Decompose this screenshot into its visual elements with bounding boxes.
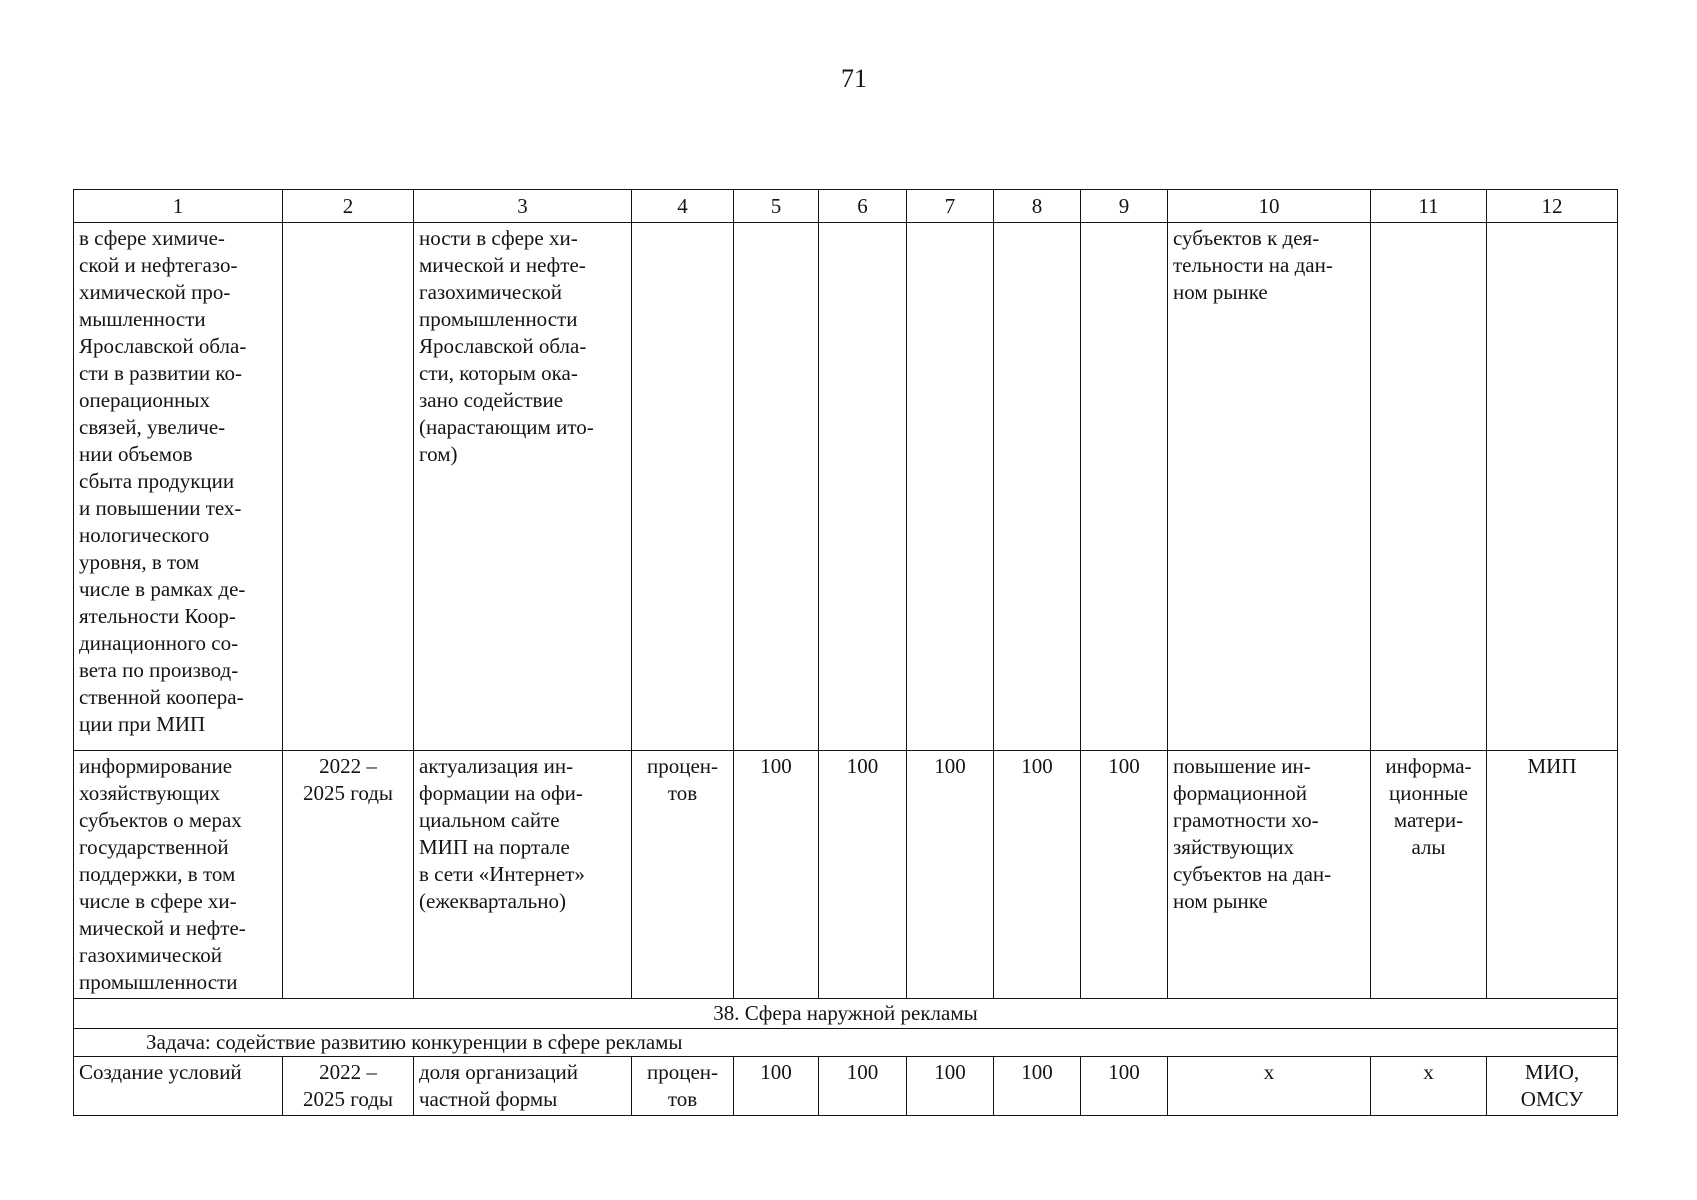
cell-r2-c9: 100: [1081, 751, 1168, 999]
cell-r2-c12: МИП: [1487, 751, 1618, 999]
cell-r2-c5: 100: [734, 751, 819, 999]
cell-r3-c6: 100: [819, 1057, 907, 1116]
cell-r3-c8: 100: [994, 1057, 1081, 1116]
cell-r2-c4: процен- тов: [632, 751, 734, 999]
column-number-9: 9: [1081, 190, 1168, 223]
column-number-4: 4: [632, 190, 734, 223]
column-number-3: 3: [414, 190, 632, 223]
cell-r3-c2: 2022 – 2025 годы: [283, 1057, 414, 1116]
column-number-10: 10: [1168, 190, 1371, 223]
cell-r1-c11: [1371, 223, 1487, 751]
column-number-6: 6: [819, 190, 907, 223]
cell-r1-c6: [819, 223, 907, 751]
table-row: [74, 751, 1618, 999]
cell-r1-c8: [994, 223, 1081, 751]
column-number-1: 1: [74, 190, 283, 223]
column-number-row: [74, 190, 1618, 223]
column-number-11: 11: [1371, 190, 1487, 223]
cell-r1-c2: [283, 223, 414, 751]
cell-r2-c11: информа- ционные матери- алы: [1371, 751, 1487, 999]
cell-r2-c2: 2022 – 2025 годы: [283, 751, 414, 999]
cell-r1-c10: субъектов к дея- тельности на дан- ном рынке: [1168, 223, 1371, 751]
cell-r1-c4: [632, 223, 734, 751]
cell-r1-c7: [907, 223, 994, 751]
cell-r1-c5: [734, 223, 819, 751]
table-row: [74, 223, 1618, 751]
column-number-2: 2: [283, 190, 414, 223]
task-text: Задача: содействие развитию конкуренции в сфере рекламы: [74, 1029, 1618, 1057]
cell-r1-c9: [1081, 223, 1168, 751]
cell-r3-c5: 100: [734, 1057, 819, 1116]
cell-r1-c1: в сфере химиче- ской и нефтегазо- химической про- мышленности Ярославской обла- сти в развитии ко- операционных связей, увеличе- нии объемов сбыта продукции и повышении тех- нологического уровня, в том числе в рамках де- ятельности Коор- динационного со- вета по производ- ственной коопера- ции при МИП: [74, 223, 283, 751]
cell-r2-c7: 100: [907, 751, 994, 999]
column-number-12: 12: [1487, 190, 1618, 223]
cell-r2-c3: актуализация ин- формации на офи- циальном сайте МИП на портале в сети «Интернет» (ежеквартально): [414, 751, 632, 999]
cell-r1-c3: ности в сфере хи- мической и нефте- газохимической промышленности Ярославской обла- сти, которым ока- зано содействие (нарастающим ито- гом): [414, 223, 632, 751]
cell-r2-c10: повышение ин- формационной грамотности хо- зяйствующих субъектов на дан- ном рынке: [1168, 751, 1371, 999]
cell-r3-c12: МИО, ОМСУ: [1487, 1057, 1618, 1116]
column-number-8: 8: [994, 190, 1081, 223]
page-number: 71: [841, 64, 867, 93]
cell-r3-c3: доля организаций частной формы: [414, 1057, 632, 1116]
cell-r3-c1: Создание условий: [74, 1057, 283, 1116]
table-row: [74, 1057, 1618, 1116]
section-row: [74, 999, 1618, 1029]
cell-r3-c7: 100: [907, 1057, 994, 1116]
cell-r2-c1: информирование хозяйствующих субъектов о мерах государственной поддержки, в том числе в сфере хи- мической и нефте- газохимической промышленности: [74, 751, 283, 999]
cell-r2-c6: 100: [819, 751, 907, 999]
column-number-7: 7: [907, 190, 994, 223]
task-row: [74, 1029, 1618, 1057]
cell-r3-c11: х: [1371, 1057, 1487, 1116]
column-number-5: 5: [734, 190, 819, 223]
cell-r3-c9: 100: [1081, 1057, 1168, 1116]
cell-r3-c4: процен- тов: [632, 1057, 734, 1116]
cell-r1-c12: [1487, 223, 1618, 751]
section-title: 38. Сфера наружной рекламы: [74, 999, 1618, 1029]
cell-r2-c8: 100: [994, 751, 1081, 999]
measures-table: [73, 189, 1618, 1116]
cell-r3-c10: х: [1168, 1057, 1371, 1116]
